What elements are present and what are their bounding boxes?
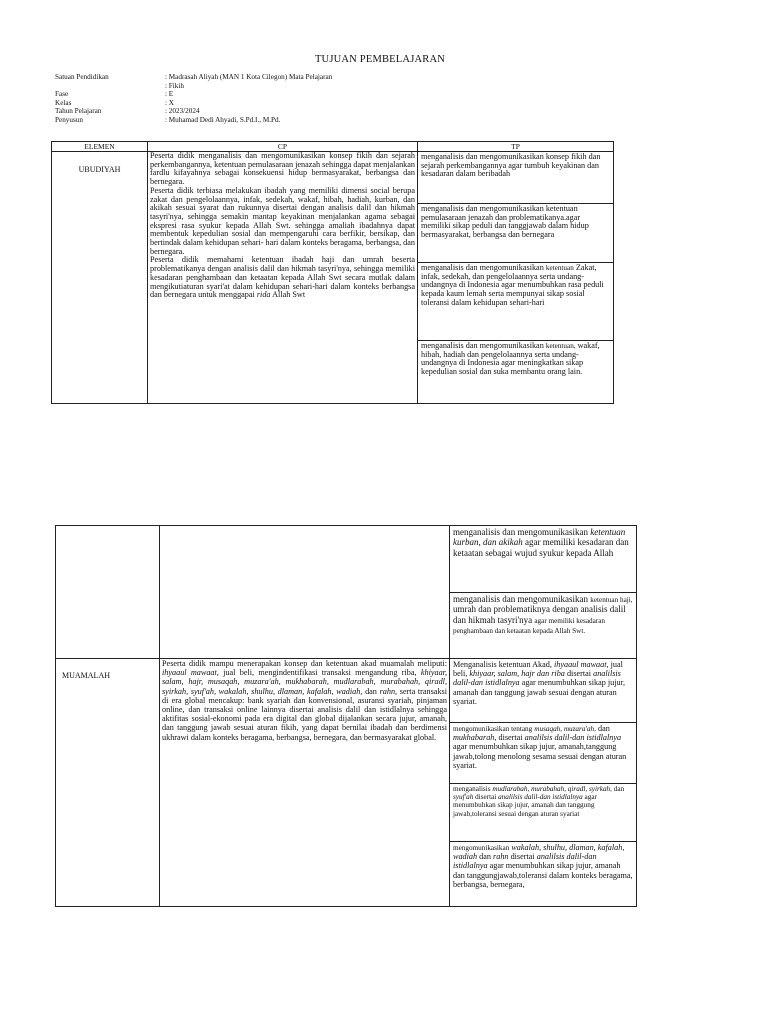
cp-italic: rahn, <box>379 686 398 696</box>
cp-italic: rida <box>256 290 271 300</box>
tp-text: jual beli, <box>453 660 623 679</box>
cp-text: Allah Swt <box>272 290 306 300</box>
meta-label: Tahun Pelajaran <box>55 107 102 116</box>
cp-cell-empty <box>160 526 450 659</box>
meta-row <box>55 82 615 91</box>
tp-cell <box>450 526 637 593</box>
tp-text-small: ketentuan haji, <box>590 596 633 604</box>
tp-text: menganalisis dan mengomunikasikan <box>453 594 588 604</box>
tp-text: disertai <box>510 852 535 862</box>
document-meta <box>55 73 615 125</box>
tp-text: menganalisis dan mengomunikasikan <box>453 527 588 537</box>
tp-text: dan <box>597 724 610 733</box>
cp-cell <box>148 152 418 404</box>
meta-row <box>55 116 615 125</box>
tp-cell <box>418 263 614 341</box>
tp-text-small: agar memiliki kesadaran penghambaan dan ketaatan kepada Allah Swt. <box>453 616 606 636</box>
meta-value: : Madrasah Aliyah (MAN 1 Kota Cilegon) Mata Pelajaran <box>165 73 333 81</box>
tp-text: agar menumbuhkan sikap jujur, amanah dan tanggungjawab,toleransi dalam konteks beragama, berbangsa, bernegara, <box>453 861 633 889</box>
meta-row <box>55 99 615 108</box>
table-row <box>56 659 637 723</box>
tp-italic: rahn <box>493 852 509 862</box>
tp-text: Zakat, infak, sedekah, dan pengelolaannya serta undang-undangnya di Indonesia agar menumbuhkan rasa peduli kepada kaum lemah serta mempunyai sikap sosial toleransi dalam kehidupan sehari-hari <box>421 263 604 307</box>
meta-label: Kelas <box>55 98 72 107</box>
header-cp: CP <box>148 142 418 152</box>
tp-text: umrah dan problematiknya dengan analisis dalil dan hikmah tasyri'nya <box>453 604 626 625</box>
cp-text: jual beli, mengindentifikasi transaksi mengandung riba, <box>223 668 417 678</box>
tp-cell <box>450 784 637 842</box>
tp-text: disertai <box>498 733 523 743</box>
meta-label: Satuan Pendidikan <box>55 73 109 81</box>
tp-text-small: ketentuan <box>545 264 574 272</box>
tp-text: dan <box>479 852 491 862</box>
tp-cell: menganalisis dan mengomunikasikan ketentuan pemulasaraan jenazah dan problematikanya.agar memiliki sikap peduli dan tanggjawab dalam hidup bermasyarakat, berbangsa dan bernegara <box>418 204 614 263</box>
header-elemen: ELEMEN <box>52 142 148 152</box>
meta-value: : X <box>165 98 174 107</box>
tp-italic: wakalah, shulhu, dlaman, kafalah, wadiah <box>453 843 625 862</box>
tp-italic: analilsis dalil-dan istidlalnya <box>453 852 597 871</box>
tp-text-small: mengomunikasikan <box>453 844 510 852</box>
cp-paragraph <box>150 256 415 300</box>
muamalah-table <box>55 525 637 907</box>
tp-text: agar menumbuhkan sikap jujur, amanah dan tanggung jawab,toleransi sesuai dengan aturan syariat <box>453 793 597 818</box>
tp-text: dan <box>613 785 625 793</box>
page-title: TUJUAN PEMBELAJARAN <box>314 54 446 65</box>
meta-value: : E <box>165 90 174 99</box>
meta-value: : 2023/2024 <box>165 107 200 116</box>
tp-italic: ihyaaul mawaat, <box>553 660 609 669</box>
tp-italic: khiyaar, salam, hajr dan riba <box>469 669 565 679</box>
tp-text-small: mengomunikasikan tentang <box>453 725 533 733</box>
tp-text: Menganalisis ketentuan Akad, <box>453 660 552 669</box>
tp-cell <box>450 659 637 723</box>
tp-italic: analilsis dalil-dan istidlalnya <box>453 669 621 688</box>
tp-text: menganalisis <box>453 785 491 793</box>
cp-italic: khiyaar, salam, hajr, musaqah, muzara'ah, mukhabarah, mudlarabah, murabahah, qiradl, syirkah, syuf'ah, wakalah, shulhu, dlaman, kafalah, wadiah, <box>162 668 448 696</box>
cp-text: dan <box>365 686 377 696</box>
tp-cell <box>418 341 614 404</box>
cp-text: Peserta didik memahami ketentuan ibadah haji dan umrah beserta problematikanya dengan analisis dalil dan hikmah tasyri'nya, sehingga memiliki kesadaran penghambaan dan ketaatan kepada Allah Swt secara mutlak dalam mengikutiaturan syari'at dalam kehidupan sehari-hari dalam konteks berbangsa dan bernegara untuk menggapai <box>150 255 415 300</box>
cp-text: serta transaksi di era global mencakup: bank syariah dan konvensional, asuransi syariah, pinjaman online, dan transaksi online lainnya disertai analisis dalil dan istidlalnya sehingga aktifitas sosial-ekonomi pada era digital dan global dijalankan secara jujur, amanah, dan tanggung jawab sesuai aturan fikih, yang dapat bernilai ibadah dan berdimensi ukhrawi dalam konteks beragama, berbangsa, bernegara, dan bermasyarakat global. <box>162 686 447 742</box>
tp-cell <box>450 593 637 659</box>
tp-italic: analilsis dalil-dan istidlalnya <box>524 733 622 743</box>
table-row <box>52 152 614 204</box>
meta-row <box>55 73 615 82</box>
cp-paragraph: Peserta didik terbiasa melakukan ibadah yang memiliki dimensi social berupa zakat dan pengelolaannya, infak, sedekah, wakaf, hibah, hadiah, kurban, dan akikah sesuai syarat dan rukunnya disertai dengan analisis dalil dan hikmah tasyri'nya, sehingga semakin mantap keyakinan menjalankan agama sebagai ekspresi rasa syukur kepada Allah Swt. sehingga amaliah ibadahnya dapat membentuk kepedulian sosial dan mempengaruhi cara berfikir, bersikap, dan bertindak dalam kehidupan sehari- hari dalam konteks beragama, berbangsa, dan bernegara. <box>150 185 415 256</box>
meta-row <box>55 107 615 116</box>
table-row <box>56 526 637 593</box>
tp-text: agar memiliki kesadaran dan ketaatan sebagai wujud syukur kepada Allah <box>453 537 629 558</box>
tp-text: disertai <box>566 669 592 679</box>
tp-cell <box>450 842 637 907</box>
meta-label: Penyusun <box>55 115 83 124</box>
cp-cell <box>160 659 450 907</box>
meta-value: : Muhamad Dedi Ahyadi, S.Pd.I., M.Pd. <box>165 115 281 124</box>
tp-cell <box>450 723 637 784</box>
ubudiyah-table <box>51 141 614 404</box>
tp-text-small: ketentuan, <box>545 342 576 350</box>
tp-italic: syuf'ah <box>453 793 474 802</box>
tp-italic: mudlarabah, murabahah, qiradl, syirkah, <box>492 785 612 793</box>
tp-italic: musaqah, muzara'ah, <box>534 725 596 733</box>
cp-paragraph: Peserta didik menganalisis dan mengomunikasikan konsep fikih dan sejarah perkembangannya, ketentuan pemulasaraan jenazah sehingga dapat menjalankan fardlu kifayahnya sebagai konsekuensi hidup bermasyarakat, berbangsa dan bernegara. <box>150 151 415 187</box>
tp-text: agar menumbuhkan sikap jujur, amanah dan tanggung jawab sesuai dengan aturan syariat. <box>453 678 626 706</box>
meta-label <box>55 82 165 91</box>
cp-italic: ihyaaul mawaat, <box>162 668 219 678</box>
cp-text: Peserta didik mampu menerapakan konsep dan ketentuan akad muamalah meliputi: <box>162 659 447 668</box>
tp-italic: mukhabarah, <box>453 733 497 743</box>
table-header-row <box>52 142 614 152</box>
tp-cell: menganalisis dan mengomunikasikan konsep fikih dan sejarah perkembangannya agar tumbuh keyakinan dan kesadaran dalam beribadah <box>418 152 614 204</box>
tp-text: menganalisis dan mengomunikasikan <box>421 341 544 350</box>
meta-row <box>55 90 615 99</box>
tp-italic: analilsis dalil-dan istidlalnya <box>498 793 583 802</box>
elemen-cell-empty <box>56 526 160 659</box>
tp-text: wakaf, hibah, hadiah dan pengelolaannya serta undang-undangnya di Indonesia agar meningkatkan sikap kepedulian sosial dan suka membantu orang lain. <box>421 341 600 377</box>
meta-label: Fase <box>55 90 69 99</box>
meta-value: : Fikih <box>165 81 184 90</box>
tp-italic: ketentuan kurban, dan akikah <box>453 527 626 548</box>
elemen-cell: MUAMALAH <box>56 659 160 907</box>
tp-text: menganalisis dan mengomunikasikan <box>421 263 544 272</box>
header-tp: TP <box>418 142 614 152</box>
tp-text: agar menumbuhkan sikap jujur, amanah,tanggung jawab,tolong menolong sesama sesuai dengan aturan syariat. <box>453 742 627 770</box>
tp-text: disertai <box>475 793 497 802</box>
elemen-cell: UBUDIYAH <box>52 152 148 404</box>
